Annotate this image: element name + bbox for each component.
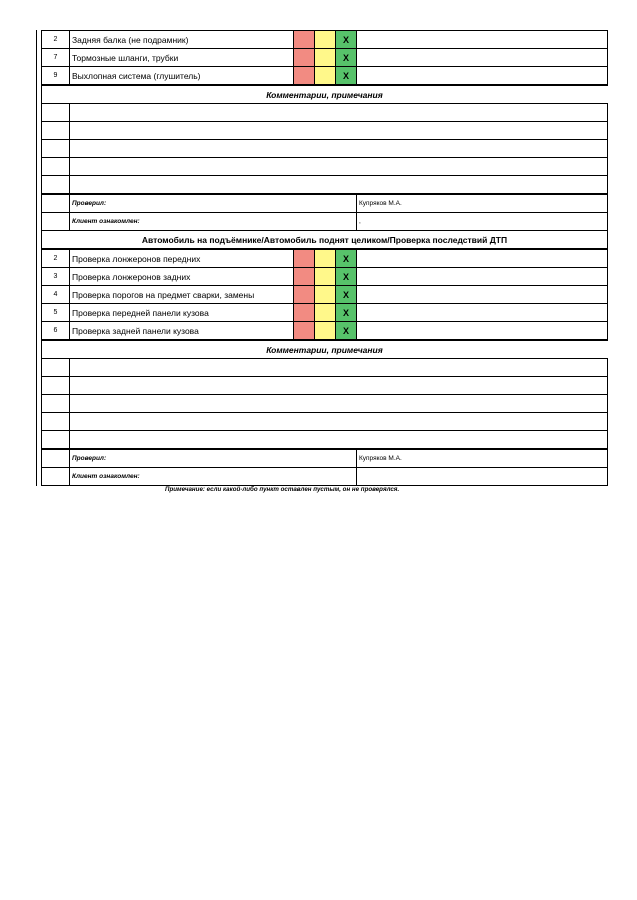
status-green-cell[interactable]: X — [336, 31, 357, 49]
status-red-cell[interactable] — [294, 67, 315, 86]
client-row — [42, 468, 608, 486]
comment-line[interactable] — [42, 431, 608, 450]
row-label: Проверка передней панели кузова — [70, 304, 294, 322]
row-comment[interactable] — [357, 286, 608, 304]
checked-name[interactable]: Купряков М.А. — [357, 194, 608, 213]
comment-line[interactable] — [42, 413, 608, 431]
checked-row — [42, 449, 608, 468]
client-label: Клиент ознакомлен: — [70, 213, 357, 231]
row-comment[interactable] — [357, 249, 608, 268]
row-comment[interactable] — [357, 31, 608, 49]
status-green-cell[interactable]: X — [336, 268, 357, 286]
status-yellow-cell[interactable] — [315, 268, 336, 286]
row-number: 9 — [42, 67, 70, 86]
row-number: 6 — [42, 322, 70, 341]
client-row — [42, 213, 608, 231]
status-green-cell[interactable]: X — [336, 322, 357, 341]
comments-title: Комментарии, примечания — [42, 340, 608, 359]
status-green-cell[interactable]: X — [336, 304, 357, 322]
table-row — [42, 249, 608, 268]
section-title: Автомобиль на подъёмнике/Автомобиль поднят целиком/Проверка последствий ДТП — [42, 231, 608, 250]
row-number: 2 — [42, 249, 70, 268]
row-label: Задняя балка (не подрамник) — [70, 31, 294, 49]
row-number: 5 — [42, 304, 70, 322]
checked-name[interactable]: Купряков М.А. — [357, 449, 608, 468]
row-number: 3 — [42, 268, 70, 286]
status-green-cell[interactable]: X — [336, 49, 357, 67]
comment-line[interactable] — [42, 158, 608, 176]
client-signature[interactable] — [357, 468, 608, 486]
status-green-cell[interactable]: X — [336, 67, 357, 86]
row-number: 2 — [42, 31, 70, 49]
checked-row — [42, 194, 608, 213]
row-comment[interactable] — [357, 67, 608, 86]
status-red-cell[interactable] — [294, 249, 315, 268]
comment-line[interactable] — [42, 176, 608, 195]
status-red-cell[interactable] — [294, 49, 315, 67]
comment-line[interactable] — [42, 140, 608, 158]
comments-title: Комментарии, примечания — [42, 85, 608, 104]
row-number: 4 — [42, 286, 70, 304]
comment-line[interactable] — [42, 359, 608, 377]
footnote: Примечание: если какой-либо пункт оставлен пустым, он не проверялся. — [165, 486, 400, 493]
row-label: Выхлопная система (глушитель) — [70, 67, 294, 86]
row-number: 7 — [42, 49, 70, 67]
comment-line[interactable] — [42, 122, 608, 140]
comment-line[interactable] — [42, 395, 608, 413]
status-yellow-cell[interactable] — [315, 304, 336, 322]
client-label: Клиент ознакомлен: — [70, 468, 357, 486]
status-red-cell[interactable] — [294, 304, 315, 322]
status-yellow-cell[interactable] — [315, 286, 336, 304]
status-yellow-cell[interactable] — [315, 249, 336, 268]
row-label: Тормозные шланги, трубки — [70, 49, 294, 67]
checked-label: Проверил: — [70, 449, 357, 468]
status-yellow-cell[interactable] — [315, 49, 336, 67]
row-comment[interactable] — [357, 322, 608, 341]
status-green-cell[interactable]: X — [336, 249, 357, 268]
row-comment[interactable] — [357, 304, 608, 322]
page-border-left — [36, 30, 37, 486]
inspection-table — [41, 30, 608, 486]
checked-label: Проверил: — [70, 194, 357, 213]
row-comment[interactable] — [357, 49, 608, 67]
row-label: Проверка задней панели кузова — [70, 322, 294, 341]
status-red-cell[interactable] — [294, 286, 315, 304]
status-red-cell[interactable] — [294, 268, 315, 286]
status-yellow-cell[interactable] — [315, 31, 336, 49]
comment-line[interactable] — [42, 377, 608, 395]
table-row — [42, 304, 608, 322]
table-row — [42, 322, 608, 341]
section-header-row — [42, 231, 608, 250]
row-label: Проверка порогов на предмет сварки, замены — [70, 286, 294, 304]
comments-header-row — [42, 340, 608, 359]
status-yellow-cell[interactable] — [315, 67, 336, 86]
status-red-cell[interactable] — [294, 31, 315, 49]
table-row — [42, 49, 608, 67]
comments-header-row — [42, 85, 608, 104]
status-green-cell[interactable]: X — [336, 286, 357, 304]
row-comment[interactable] — [357, 268, 608, 286]
table-row — [42, 268, 608, 286]
status-yellow-cell[interactable] — [315, 322, 336, 341]
comment-line[interactable] — [42, 104, 608, 122]
row-label: Проверка лонжеронов задних — [70, 268, 294, 286]
table-row — [42, 286, 608, 304]
client-signature[interactable]: , — [357, 213, 608, 231]
table-row — [42, 31, 608, 49]
status-red-cell[interactable] — [294, 322, 315, 341]
table-row — [42, 67, 608, 86]
row-label: Проверка лонжеронов передних — [70, 249, 294, 268]
